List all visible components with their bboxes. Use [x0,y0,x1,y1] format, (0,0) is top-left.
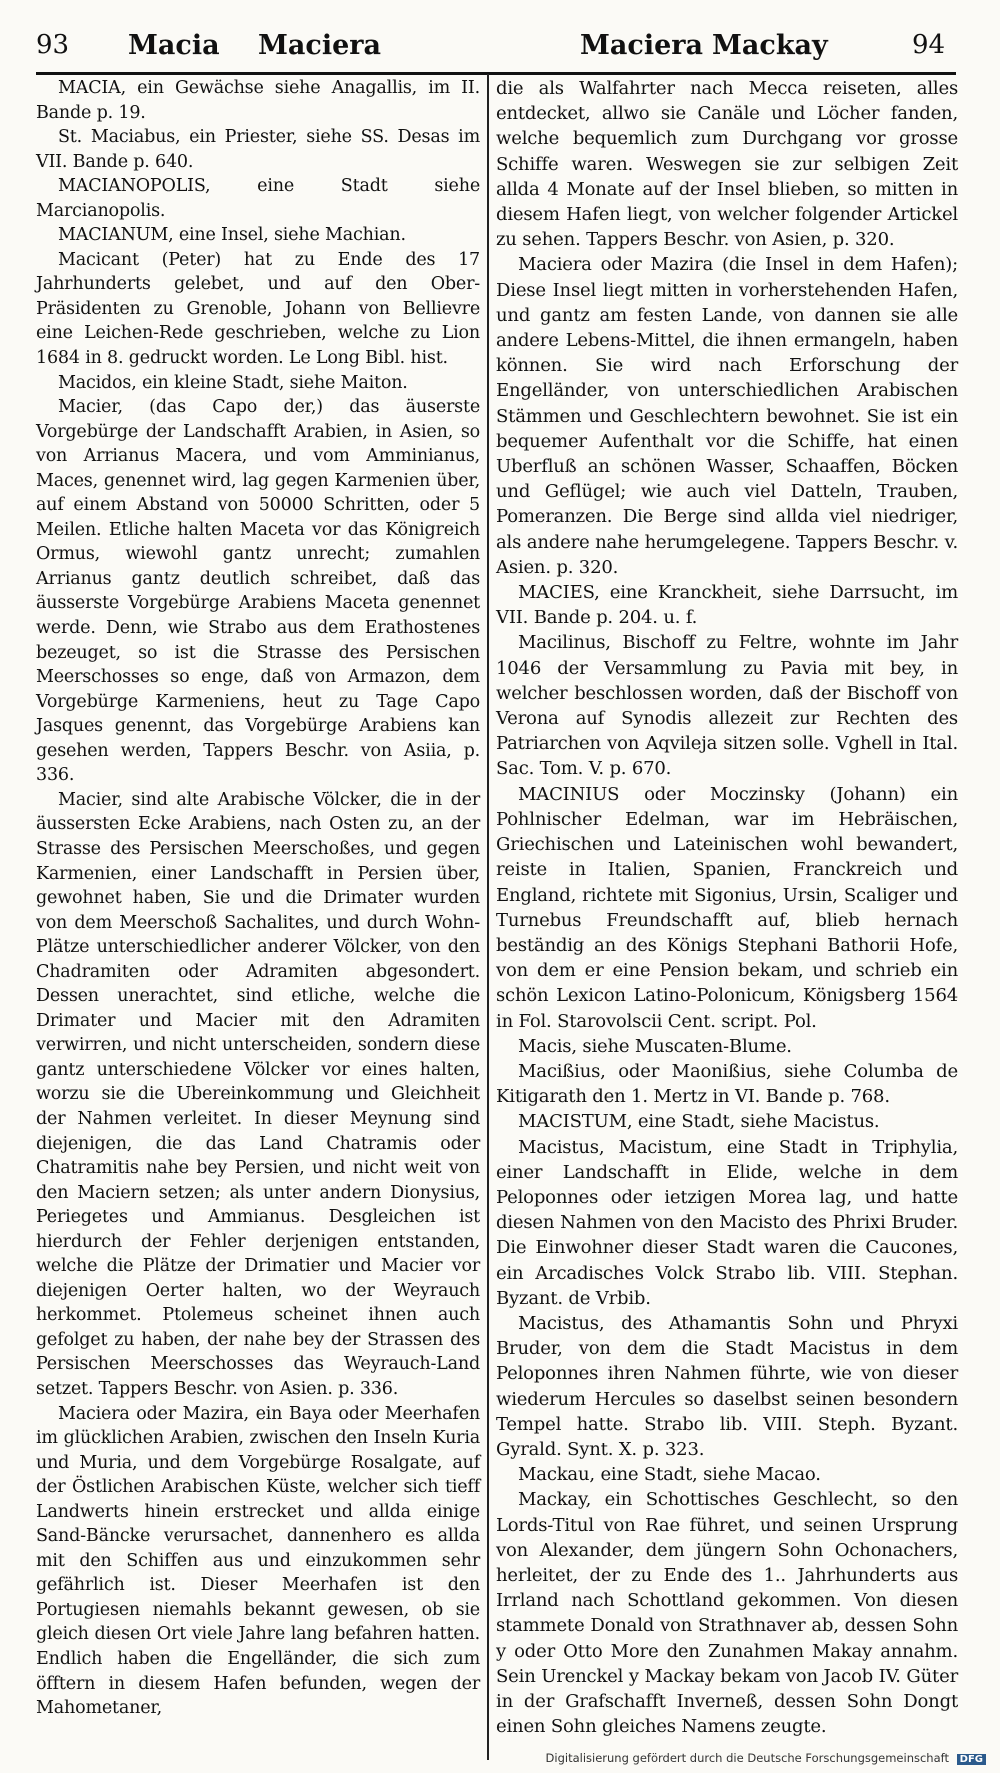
entry-macinius: MACINIUS oder Moczinsky (Johann) ein Pohlnischer Edelman, war im Hebräischen, Griechischen und Lateinischen wohl bewandert, reiste in Italien, Spanien, Franckreich und England, richtete mit Sigonius, Ursin, Scaliger und Turnebus Freundschafft auf, blieb hernach beständig an des Königs Stephani Bathorii Hofe, von dem er eine Pension bekam, und schrieb ein schön Lexicon Latino-Polonicum, Königsberg 1564 in Fol. Starovolscii Cent. script. Pol. [496,783,958,1032]
running-head-left-2: Maciera [258,30,381,61]
entry-mackau: Mackau, eine Stadt, siehe Macao. [518,1464,821,1486]
footer-text: Digitalisierung gefördert durch die Deutsche Forschungsgemeinschaft [545,1751,949,1765]
page-number-left: 93 [36,30,70,60]
left-column [36,76,480,1721]
entry-mackay: Mackay, ein Schottisches Geschlecht, so den Lords-Titul von Rae führet, und seinen Ursprung von Alexander, dem jüngern Sohn Ochonachers, herleitet, der zu Ende des 1.. Jahrhunderts aus Irrland nach Schottland gekommen. Von diesen stammete Donald von Strathnaver ab, dessen Sohn y oder Otto More den Zunahmen Makay annahm. Sein Urenckel y Mackay bekam von Jacob IV. Güter in der Grafschafft Inverneß, dessen Sohn Dongt einen Sohn gleiches Namens zeugte. [496,1489,958,1738]
entry-macier-capo: Macier, (das Capo der,) das äuserste Vorgebürge der Landschafft Arabien, in Asien, so von Arrianus Macera, und vom Amminianus, Maces, genennet wird, lag gegen Karmenien über, auf einem Abstand von 50000 Schritten, oder 5 Meilen. Etliche halten Maceta vor das Königreich Ormus, wiewohl gantz unrecht; zumahlen Arrianus gantz deutlich schreibet, daß das äusserste Vorgebürge Arabiens Maceta genennet werde. Denn, wie Strabo aus dem Erathostenes bezeuget, so ist die Strasse des Persischen Meerschosses so enge, daß von Armazon, dem Vorgebürge Karmeniens, heut zu Tage Capo Jasques genennt, das Vorgebürge Arabiens kan gesehen werden, Tappers Beschr. von Asiia, p. 336. [36,397,480,786]
entry-maciera-continued: die als Walfahrter nach Mecca reiseten, alles entdecket, allwo sie Canäle und Löcher fanden, welche bequemlich zum Durchgang vor grosse Schiffe waren. Weswegen sie zur selbigen Zeit allda 4 Monate auf der Insel blieben, so mitten in diesem Hafen liegt, von welcher folgender Artickel zu sehen. Tappers Beschr. von Asien, p. 320. [496,78,958,251]
digitization-footer [546,1751,986,1765]
running-head-right-1: Maciera [580,30,703,61]
entry-macistus-stadt: Macistus, Macistum, eine Stadt in Triphylia, einer Landschafft in Elide, welche in dem Peloponnes oder ietzigen Morea lag, und hatte diesen Nahmen von den Macisto des Phrixi Bruder. Die Einwohner dieser Stadt waren die Caucones, ein Arcadisches Volck Strabo lib. VIII. Stephan. Byzant. de Vrbib. [496,1136,958,1309]
dfg-logo: DFG [957,1754,986,1765]
entry-macianum: MACIANUM, eine Insel, siehe Machian. [58,225,406,246]
header-rule [36,72,956,75]
entry-macilinus: Macilinus, Bischoff zu Feltre, wohnte im Jahr 1046 der Versammlung zu Pavia mit bey, in welcher beschlossen worden, daß der Bischoff von Verona auf Synodis allezeit zur Rechten des Patriarchen von Aqvileja sitzen solle. Vghell in Ital. Sac. Tom. V. p. 670. [496,632,958,780]
entry-macistum: MACISTUM, eine Stadt, siehe Macistus. [518,1111,880,1133]
entry-maciera-hafen: Maciera oder Mazira, ein Baya oder Meerhafen im glücklichen Arabien, zwischen den Inseln Kuria und Muria, und dem Vorgebürge Rosalgate, auf der Östlichen Arabischen Küste, welcher sich tieff Landwerts hinein erstrecket und allda einige Sand-Bäncke verursachet, dannenhero es allda mit den Schiffen aus und einzukommen sehr gefährlich ist. Dieser Meerhafen ist den Portugiesen niemahls bekannt gewesen, ob sie gleich diesen Ort viele Jahre lang befahren hatten. Endlich haben die Engelländer, die sich zum öfftern in diesem Hafen befunden, wegen der Mahometaner, [36,1403,480,1719]
entry-maciera-insel: Maciera oder Mazira (die Insel in dem Hafen); Diese Insel liegt mitten in vorherstehenden Hafen, und gantz am festen Lande, von dannen sie alle andere Lebens-Mittel, die ihnen ermangeln, haben können. Sie wird nach Erforschung der Engelländer, von unterschiedlichen Arabischen Stämmen und Geschlechtern bewohnet. Sie ist ein bequemer Aufenthalt vor die Schiffe, hat einen Uberfluß an schönen Wasser, Schaaffen, Böcken und Geflügel; wie auch viel Datteln, Trauben, Pomeranzen. Die Berge sind allda viel niedriger, als andere nahe herumgelegene. Tappers Beschr. v. Asien. p. 320. [496,254,958,578]
entry-maciabus: St. Maciabus, ein Priester, siehe SS. Desas im VII. Bande p. 640. [36,127,480,172]
right-column [496,76,958,1739]
entry-macies: MACIES, eine Kranckheit, siehe Darrsucht, im VII. Bande p. 204. u. f. [496,582,958,629]
entry-macissius: Macißius, oder Maonißius, siehe Columba de Kitigarath den 1. Mertz in VI. Bande p. 768. [496,1060,958,1108]
entry-macia: MACIA, ein Gewächse siehe Anagallis, im II. Bande p. 19. [36,78,480,123]
page-number-right: 94 [912,30,946,60]
entry-macier-voelcker: Macier, sind alte Arabische Völcker, die in der äussersten Ecke Arabiens, nach Osten zu, an der Strasse des Persischen Meerschoßes, und gegen Karmenien, einer Landschafft in Persien über, gewohnet haben, Sie und die Drimater wurden von dem Meerschoß Sachalites, und durch Wohn-Plätze unterschiedlicher anderer Völcker, von den Chadramiten oder Adramiten abgesondert. Dessen unerachtet, sind etliche, welche die Drimater und Macier mit den Adramiten verwirren, und nicht unterscheiden, sondern diese gantz unterschiedene Völcker vor eines halten, worzu sie die Ubereinkommung und Gleichheit der Nahmen verleitet. In dieser Meynung sind diejenigen, die das Land Chatramis oder Chatramitis nahe bey Persien, und nicht weit von den Maciern setzen; als unter andern Dionysius, Periegetes und Ammianus. Desgleichen ist hierdurch der Fehler derjenigen entstanden, welche die Plätze der Drimatier und Macier vor diejenigen Oerter halten, wo der Weyrauch herkommet. Ptolemeus scheinet ihnen auch gefolget zu haben, der nahe bey der Strassen des Persischen Meerschosses das Weyrauch-Land setzet. Tappers Beschr. von Asien. p. 336. [36,789,480,1399]
entry-macis: Macis, siehe Muscaten-Blume. [518,1035,792,1057]
running-head-right-2: Mackay [712,30,828,61]
running-head-left-1: Macia [128,30,220,61]
entry-macianopolis: MACIANOPOLIS, eine Stadt siehe Marcianopolis. [36,176,480,221]
entry-macistus-person: Macistus, des Athamantis Sohn und Phryxi Bruder, von dem die Stadt Macistus in dem Peloponnes ihren Nahmen führte, wie von dieser wiederum Hercules so daselbst seinen besondern Tempel hatte. Strabo lib. VIII. Steph. Byzant. Gyrald. Synt. X. p. 323. [496,1312,958,1460]
column-divider [487,74,489,1760]
entry-macicant: Macicant (Peter) hat zu Ende des 17 Jahrhunderts gelebet, und auf den Ober-Präsidenten zu Grenoble, Johann von Bellievre eine Leichen-Rede geschrieben, welche zu Lion 1684 in 8. gedruckt worden. Le Long Bibl. hist. [36,249,480,369]
entry-macidos: Macidos, ein kleine Stadt, siehe Maiton. [58,372,408,393]
